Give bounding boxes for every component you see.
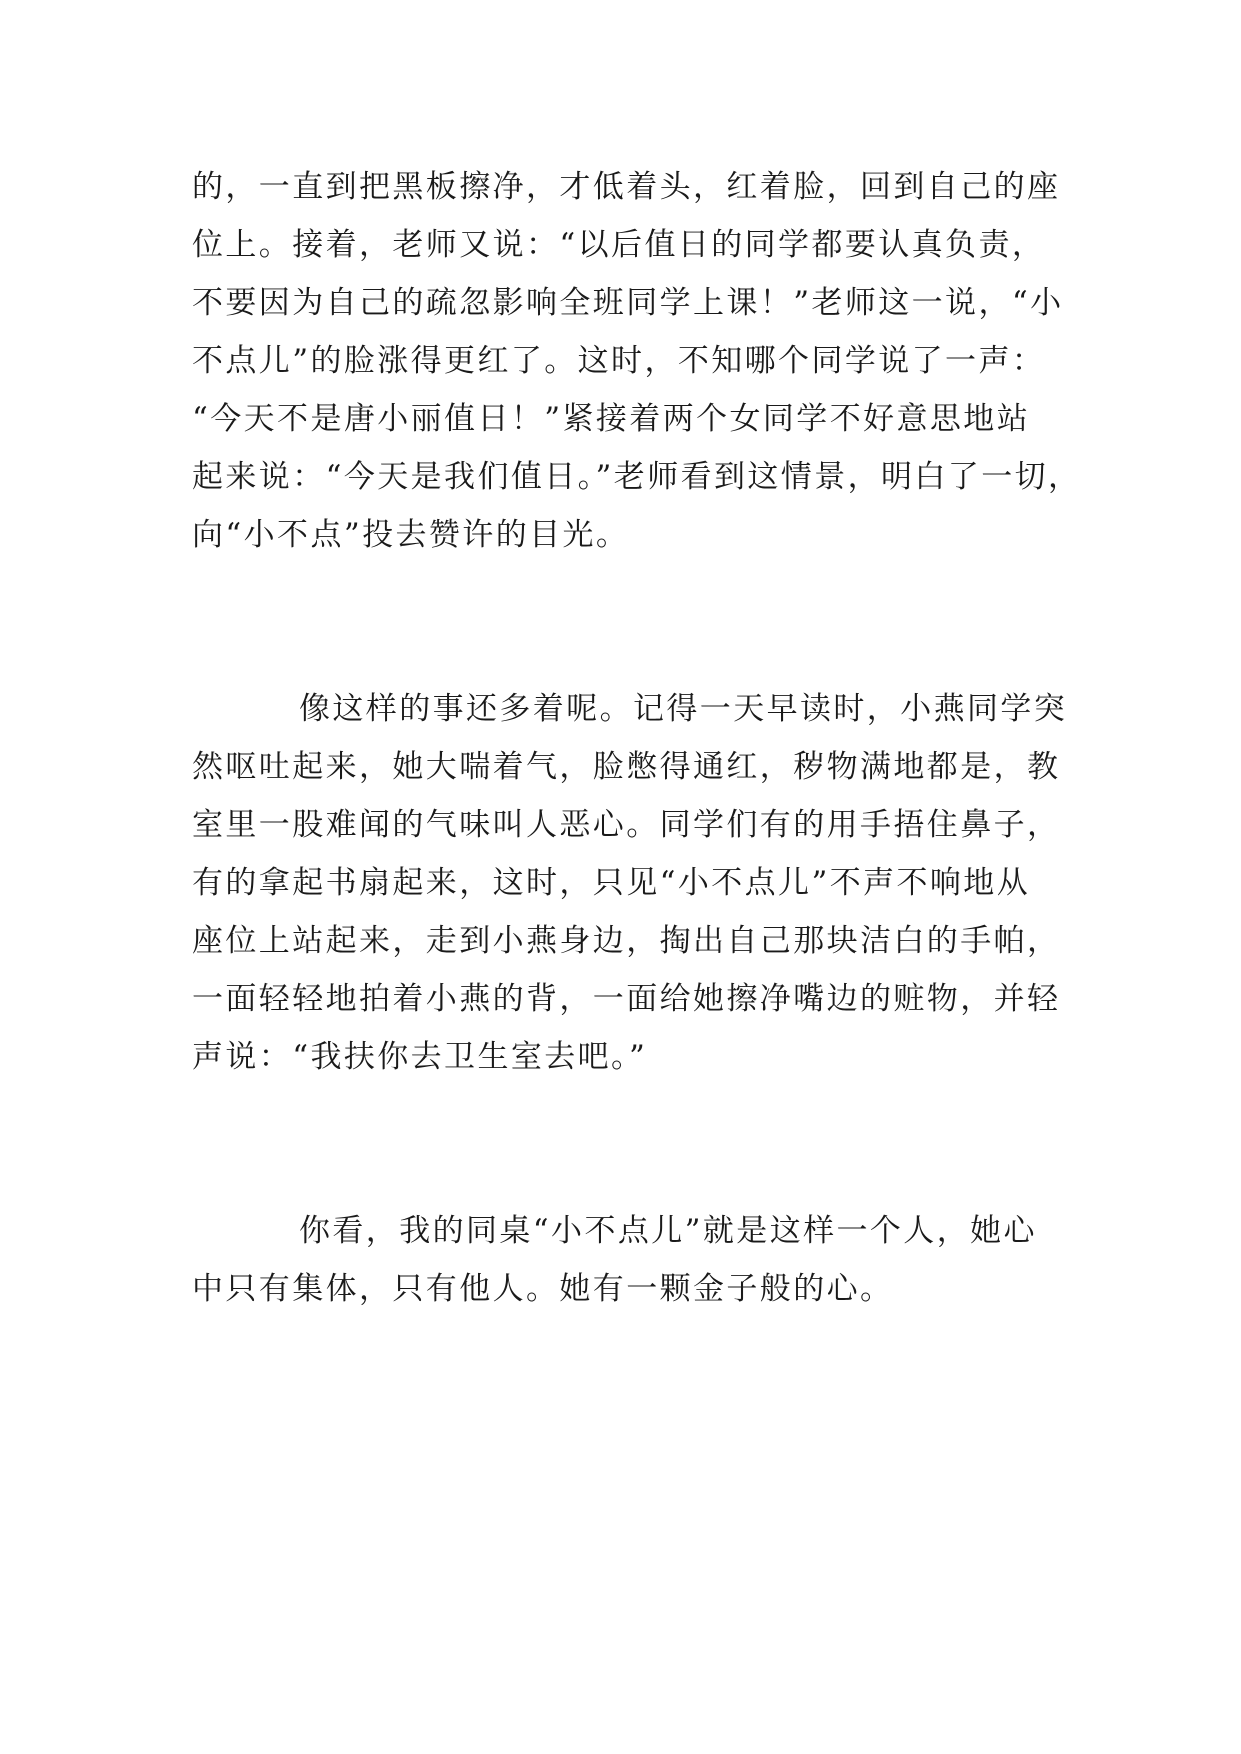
text-line: 座位上站起来，走到小燕身边，掏出自己那块洁白的手帕，	[192, 923, 1061, 959]
text-line: 中只有集体，只有他人。她有一颗金子般的心。	[192, 1271, 894, 1307]
text-line: 一面轻轻地拍着小燕的背，一面给她擦净嘴边的赃物，并轻	[192, 981, 1061, 1017]
text-line: 不点儿”的脸涨得更红了。这时，不知哪个同学说了一声：	[192, 343, 1046, 379]
paragraph-continuation	[192, 158, 1082, 564]
text-line: 的，一直到把黑板擦净，才低着头，红着脸，回到自己的座	[192, 169, 1061, 205]
paragraph-xiaoyan-story	[192, 680, 1068, 1086]
text-line: 室里一股难闻的气味叫人恶心。同学们有的用手捂住鼻子，	[192, 807, 1061, 843]
text-line: 起来说：“今天是我们值日。”老师看到这情景，明白了一切，	[192, 459, 1082, 495]
text-line: 像这样的事还多着呢。记得一天早读时，小燕同学突	[299, 691, 1068, 727]
text-line: 有的拿起书扇起来，这时，只见“小不点儿”不声不响地从	[192, 865, 1031, 901]
text-line: 向“小不点”投去赞许的目光。	[192, 517, 630, 553]
text-line: 然呕吐起来，她大喘着气，脸憋得通红，秽物满地都是，教	[192, 749, 1061, 785]
text-line: 声说：“我扶你去卫生室去吧。”	[192, 1039, 648, 1075]
text-line: 位上。接着，老师又说：“以后值日的同学都要认真负责，	[192, 227, 1046, 263]
paragraph-conclusion	[192, 1202, 1062, 1318]
text-line: 你看，我的同桌“小不点儿”就是这样一个人，她心	[299, 1213, 1037, 1249]
text-line: “今天不是唐小丽值日！”紧接着两个女同学不好意思地站	[192, 401, 1031, 437]
text-line: 不要因为自己的疏忽影响全班同学上课！”老师这一说，“小	[192, 285, 1064, 321]
